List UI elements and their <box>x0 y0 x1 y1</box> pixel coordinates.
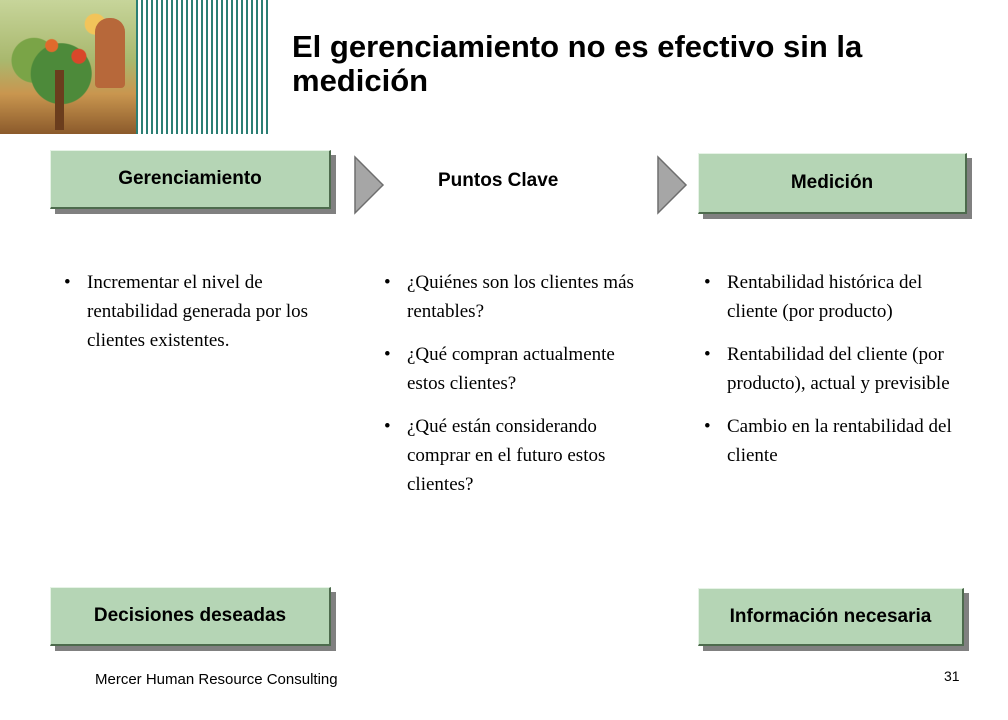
list-item: • Incrementar el nivel de rentabilidad generada por los clientes existentes. <box>62 268 324 355</box>
striped-banner <box>136 0 268 134</box>
list-item: • ¿Qué están considerando comprar en el futuro estos clientes? <box>382 412 642 499</box>
measurement-bullet-list <box>702 268 972 484</box>
footer-company: Mercer Human Resource Consulting <box>95 671 338 688</box>
key-points-bullet-list <box>382 268 642 513</box>
tree-painting-image <box>0 0 136 134</box>
list-item: • ¿Qué compran actualmente estos clientes? <box>382 340 642 398</box>
slide-title: El gerenciamiento no es efectivo sin la medición <box>292 29 863 98</box>
chevron-right-icon <box>656 155 688 215</box>
list-item: • Rentabilidad del cliente (por producto), actual y previsible <box>702 340 972 398</box>
management-box: Gerenciamiento <box>50 150 331 209</box>
management-bullet-list <box>62 268 324 369</box>
chevron-right-icon <box>353 155 385 215</box>
tree-trunk <box>55 70 64 130</box>
key-points-heading: Puntos Clave <box>438 170 559 191</box>
person-figure <box>95 18 125 88</box>
page-number: 31 <box>944 668 960 684</box>
list-item: • Cambio en la rentabilidad del cliente <box>702 412 972 470</box>
list-item: • ¿Quiénes son los clientes más rentables? <box>382 268 642 326</box>
header-artwork <box>0 0 268 134</box>
measurement-box: Medición <box>698 153 967 214</box>
list-item: • Rentabilidad histórica del cliente (por producto) <box>702 268 972 326</box>
desired-decisions-box: Decisiones deseadas <box>50 587 331 646</box>
required-information-box: Información necesaria <box>698 588 964 646</box>
